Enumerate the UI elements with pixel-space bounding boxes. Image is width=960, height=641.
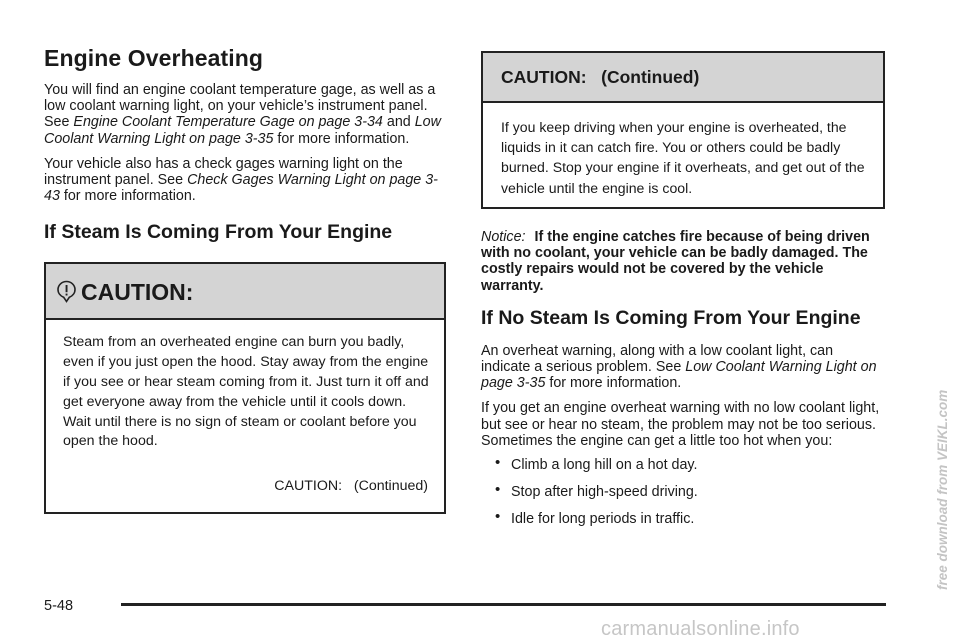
intro-paragraph: You will find an engine coolant temperature gage, as well as a low coolant warning light, on your vehicle’s instrument panel. See Engine Coolant Temperature Gage on page 3-34 and Low Coolant Warning Light on page 3-35 for more information. bbox=[44, 82, 441, 147]
footer-rule bbox=[121, 603, 886, 606]
caution-continued-header bbox=[483, 53, 883, 103]
bullet-icon: • bbox=[495, 508, 501, 526]
warning-icon bbox=[56, 280, 77, 303]
list-item: • Stop after high-speed driving. bbox=[495, 481, 698, 501]
check-gages-paragraph: Your vehicle also has a check gages warning light on the instrument panel. See Check Gages Warning Light on page 3-43 for more information. bbox=[44, 155, 438, 205]
caution-continued-title: CAUTION: (Continued) bbox=[501, 67, 700, 87]
xref-low-coolant-light-2[interactable]: Low Coolant Warning Light on page 3-35 bbox=[481, 359, 877, 392]
notice-paragraph: Notice: If the engine catches fire because of being driven with no coolant, your vehicle can be badly damaged. The costly repairs would not be covered by the vehicle warranty. bbox=[481, 229, 870, 294]
bullet-icon: • bbox=[495, 481, 501, 499]
right-column bbox=[481, 51, 885, 538]
caution-body: Steam from an overheated engine can burn you badly, even if you just open the hood. Stay away from the engine if you see or hear steam coming from it. Just turn it off and get everyone away from the vehicle until it cools down. Wait until there is no sign of steam or coolant before you open the hood. bbox=[63, 334, 429, 450]
bullet-icon: • bbox=[495, 454, 501, 472]
caution-continued-body: If you keep driving when your engine is overheated, the liquids in it can catch fire. You or others could be badly burned. Stop your engine if it overheats, and get out of the vehicle until the engine is cool. bbox=[501, 119, 865, 196]
page-title: Engine Overheating bbox=[44, 45, 264, 71]
section-heading-no-steam: If No Steam Is Coming From Your Engine bbox=[481, 306, 861, 329]
page-number: 5-48 bbox=[44, 598, 74, 614]
notice-label: Notice: bbox=[481, 229, 526, 245]
caution-title: CAUTION: bbox=[81, 279, 194, 306]
caution-continued-box bbox=[481, 51, 885, 209]
list-item: • Climb a long hill on a hot day. bbox=[495, 454, 698, 474]
caution-box bbox=[44, 262, 446, 514]
overheat-warning-paragraph: An overheat warning, along with a low coolant light, can indicate a serious problem. See Low Coolant Warning Light on page 3-35 for more information. bbox=[481, 342, 877, 392]
no-steam-paragraph: If you get an engine overheat warning with no low coolant light, but see or hear no steam, the problem may not be too serious. Sometimes the engine can get a little too hot when you: bbox=[481, 400, 880, 449]
section-heading-steam: If Steam Is Coming From Your Engine bbox=[44, 221, 393, 244]
left-column bbox=[44, 44, 446, 514]
bottom-watermark[interactable]: carmanualsonline.info bbox=[601, 618, 800, 640]
bullet-list bbox=[481, 454, 885, 528]
xref-coolant-gage[interactable]: Engine Coolant Temperature Gage on page 3-34 bbox=[73, 114, 383, 131]
list-item: • Idle for long periods in traffic. bbox=[495, 508, 695, 528]
caution-continued: CAUTION: (Continued) bbox=[274, 478, 428, 495]
xref-check-gages-light[interactable]: Check Gages Warning Light on page 3-43 bbox=[44, 172, 438, 205]
caution-header bbox=[46, 264, 444, 320]
xref-low-coolant-light[interactable]: Low Coolant Warning Light on page 3-35 bbox=[44, 114, 441, 147]
